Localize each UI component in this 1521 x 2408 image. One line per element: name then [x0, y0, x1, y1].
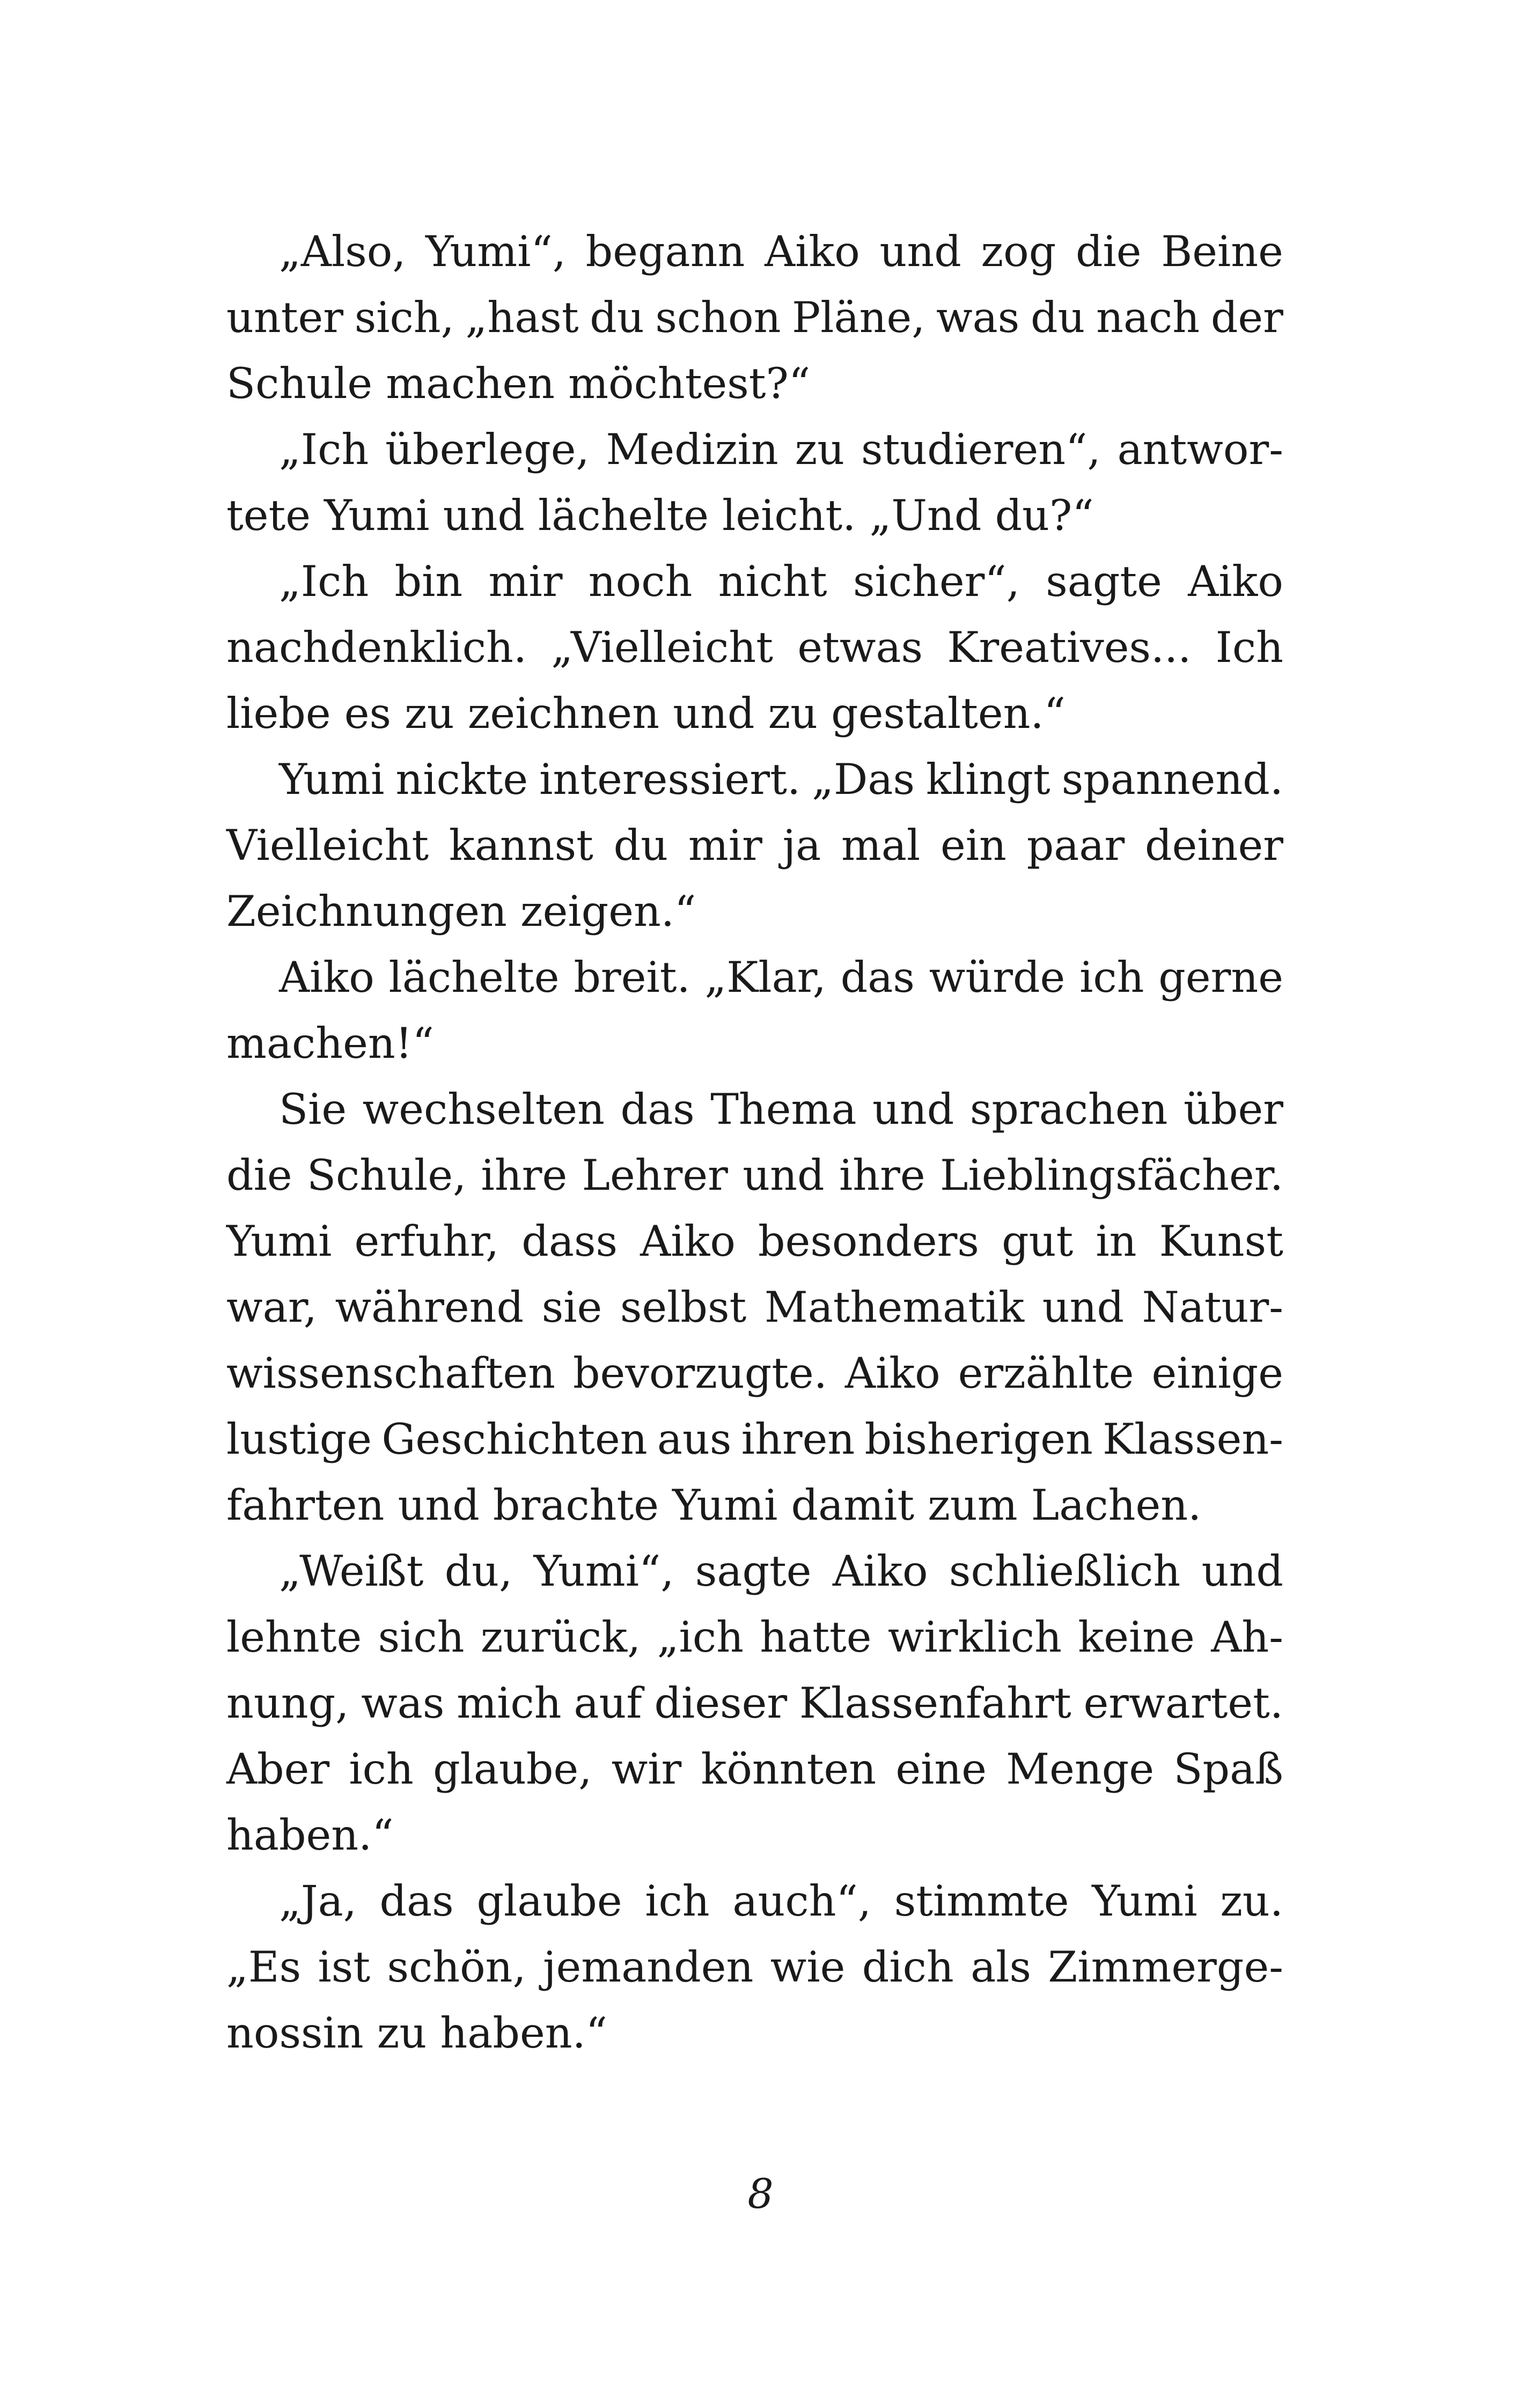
text-line: wissenschaften bevorzugte. Aiko erzählte einige [226, 1349, 1283, 1398]
text-line: unter sich, „hast du schon Pläne, was du nach der [226, 293, 1283, 342]
text-line: nung, was mich auf dieser Klassenfahrt erwartet. [226, 1678, 1283, 1728]
text-line: lehnte sich zurück, „ich hatte wirklich keine Ah- [226, 1612, 1283, 1662]
text-line: machen!“ [226, 1019, 434, 1068]
text-line: Aber ich glaube, wir könnten eine Menge Spaß [226, 1744, 1283, 1794]
text-line: „Ich überlege, Medizin zu studieren“, antwor- [279, 425, 1283, 474]
text-line: tete Yumi und lächelte leicht. „Und du?“ [226, 491, 1094, 540]
paragraph [226, 747, 1283, 945]
text-line: „Weißt du, Yumi“, sagte Aiko schließlich und [279, 1547, 1283, 1596]
paragraph [226, 1868, 1283, 2066]
paragraph [226, 549, 1283, 747]
text-line: die Schule, ihre Lehrer und ihre Lieblingsfächer. [226, 1151, 1283, 1200]
text-line: Yumi erfuhr, dass Aiko besonders gut in Kunst [226, 1217, 1283, 1266]
body-text [226, 219, 1283, 2066]
text-line: liebe es zu zeichnen und zu gestalten.“ [226, 689, 1066, 738]
text-line: Schule machen möchtest?“ [226, 359, 811, 408]
text-line: nossin zu haben.“ [226, 2008, 608, 2058]
text-line: Zeichnungen zeigen.“ [226, 887, 696, 936]
text-line: „Ich bin mir noch nicht sicher“, sagte Aiko [279, 557, 1283, 606]
paragraph [226, 1538, 1283, 1868]
paragraph [226, 219, 1283, 417]
text-line: war, während sie selbst Mathematik und Natur- [226, 1283, 1283, 1332]
page-number: 8 [747, 2170, 774, 2218]
paragraph [226, 417, 1283, 549]
paragraph [226, 945, 1283, 1077]
text-line: Sie wechselten das Thema und sprachen über [279, 1085, 1283, 1134]
text-line: Aiko lächelte breit. „Klar, das würde ich gerne [279, 953, 1283, 1002]
text-line: „Ja, das glaube ich auch“, stimmte Yumi zu. [279, 1876, 1283, 1926]
paragraph [226, 1077, 1283, 1538]
text-line: Yumi nickte interessiert. „Das klingt spannend. [279, 755, 1283, 804]
text-line: „Es ist schön, jemanden wie dich als Zimmerge- [226, 1942, 1283, 1992]
text-line: fahrten und brachte Yumi damit zum Lachen. [226, 1481, 1202, 1530]
text-line: haben.“ [226, 1810, 394, 1860]
text-line: Vielleicht kannst du mir ja mal ein paar deiner [226, 821, 1283, 870]
text-line: lustige Geschichten aus ihren bisherigen Klassen- [226, 1415, 1283, 1464]
text-line: nachdenklich. „Vielleicht etwas Kreatives... Ich [226, 623, 1283, 672]
text-line: „Also, Yumi“, begann Aiko und zog die Beine [279, 227, 1283, 276]
